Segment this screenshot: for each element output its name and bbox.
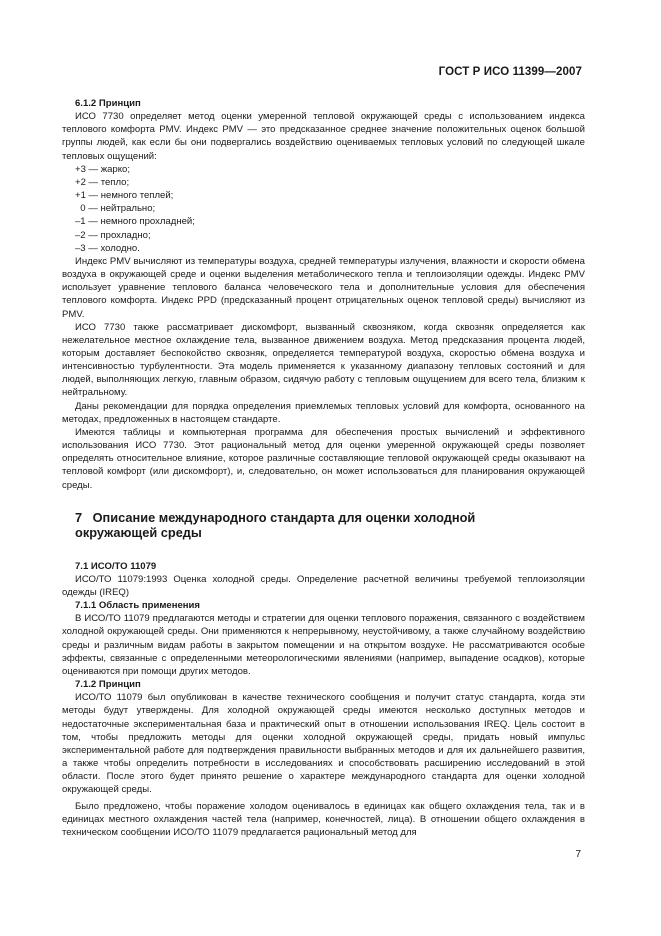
paragraph-cold-stress: Было предложено, чтобы поражение холодом оценивалось в единицах как общего охлаждения тела, так и в единицах местного охлаждения частей тела (например, конечностей, лица). В отношении общего охлаждения в техническом сообщении ИСО/ТО 11079 предлагается рациональный метод для (62, 800, 585, 838)
paragraph-draught: ИСО 7730 также рассматривает дискомфорт, вызванный сквозняком, когда сквозняк определяется как нежелательное местное охлаждение тела, вызванное движением воздуха. Метод предсказания процента людей, которым доставляет беспокойство сквозняк, определяется температурой воздуха, скоростью обмена воздуха и интенсивностью турбулентности. Эта модель применяется к указанному диапазону тепловых состояний и для людей, выполняющих легкую, главным образом, сидячую работу с тепловым ощущением для всего тела, близким к нейтральному. (62, 321, 585, 399)
page-number: 7 (575, 849, 581, 860)
paragraph-pmv-calculation: Индекс PMV вычисляют из температуры воздуха, средней температуры излучения, влажности и скорости обмена воздуха в окружающей среде и оценки выделения метаболического тепла и теплоизоляции одежды. Индекс PMV использует уравнение теплового баланса человеческого тела и дополнительные условия для обеспечения теплового комфорта. Индекс PPD (предсказанный процент отрицательных оценок тепловой среды) вычисляют из PMV. (62, 255, 585, 320)
scale-item: +3 — жарко; (75, 163, 130, 175)
scale-item: –1 — немного прохладней; (75, 216, 195, 228)
paragraph-pmv-definition: ИСО 7730 определяет метод оценки умеренной тепловой окружающей среды с использованием индекса теплового комфорта PMV. Индекс PMV — это предсказанное среднее значение положительных оценок большой группы людей, как если бы они подвергались воздействию оцениваемых тепловых условий по следующей шкале тепловых ощущений: (62, 111, 585, 162)
scale-item: +2 — тепло; (75, 176, 130, 188)
paragraph-principle: ИСО/ТО 11079 был опубликован в качестве технического сообщения и получит статус стандарта, когда эти методы будут утверждены. Для холодной окружающей среды имеются несколько доступных методов и недостаточные экспериментальная база и практический опыт в отношении использования IREQ. Цель состоит в том, чтобы предложить методы для оценки холодной окружающей среды, придать новый импульс экспериментальной работе для подтверждения правильности выбранных методов и для их дальнейшего развития, а также чтобы определить потребности в исследованиях и способствовать расширению исследований в этой области. После этого будет принято решение о характере международного стандарта для оценки холодной окружающей среды. (62, 692, 585, 796)
paragraph-iso-to-11079-title: ИСО/ТО 11079:1993 Оценка холодной среды. Определение расчетной величины требуемой теплоизоляции одежды (IREQ) (62, 573, 585, 598)
thermal-sensation-scale (62, 163, 585, 255)
section-7-title-line2: окружающей среды (75, 525, 202, 541)
scale-item: 0 — нейтрально; (75, 203, 156, 215)
paragraph-scope: В ИСО/ТО 11079 предлагаются методы и стратегии для оценки теплового поражения, связанного с воздействием холодной окружающей среды. Они применяются к непрерывному, неустойчивому, а также случайному воздействию среды и различным видам работы в закрытом помещении и на открытом воздухе. Не рассматриваются особые эффекты, связанные с определенными метеорологическими явлениями (например, выпадение осадков), которые оцениваются при помощи других методов. (62, 613, 585, 677)
section-7-number: 7 (75, 509, 83, 525)
document-body (62, 97, 585, 839)
paragraph-recommendations: Даны рекомендации для порядка определения приемлемых тепловых условий для комфорта, основанного на методах, предложенных в настоящем стандарте. (62, 400, 585, 425)
heading-7-1: 7.1 ИСО/ТО 11079 (75, 560, 157, 572)
heading-section-7 (62, 510, 585, 541)
heading-6-1-2: 6.1.2 Принцип (75, 98, 141, 109)
paragraph-tables-software: Имеются таблицы и компьютерная программа для обеспечения простых вычислений и эффективного использования ИСО 7730. Этот рациональный метод для оценки умеренной окружающей среды позволяет определять относительное влияние, которое различные составляющие тепловой окружающей среды оказывают на тепловой комфорт (или дискомфорт), и, следовательно, он может использоваться для планирования окружающей среды. (62, 426, 585, 491)
heading-7-1-2: 7.1.2 Принцип (75, 679, 141, 691)
document-header: ГОСТ Р ИСО 11399—2007 (438, 66, 582, 78)
scale-item: +1 — немного теплей; (75, 190, 174, 202)
scale-item: –2 — прохладно; (75, 229, 151, 241)
scale-item: –3 — холодно. (75, 242, 140, 254)
heading-7-1-1: 7.1.1 Область применения (75, 600, 200, 612)
section-7-title-line1: Описание международного стандарта для оценки холодной (92, 509, 476, 525)
